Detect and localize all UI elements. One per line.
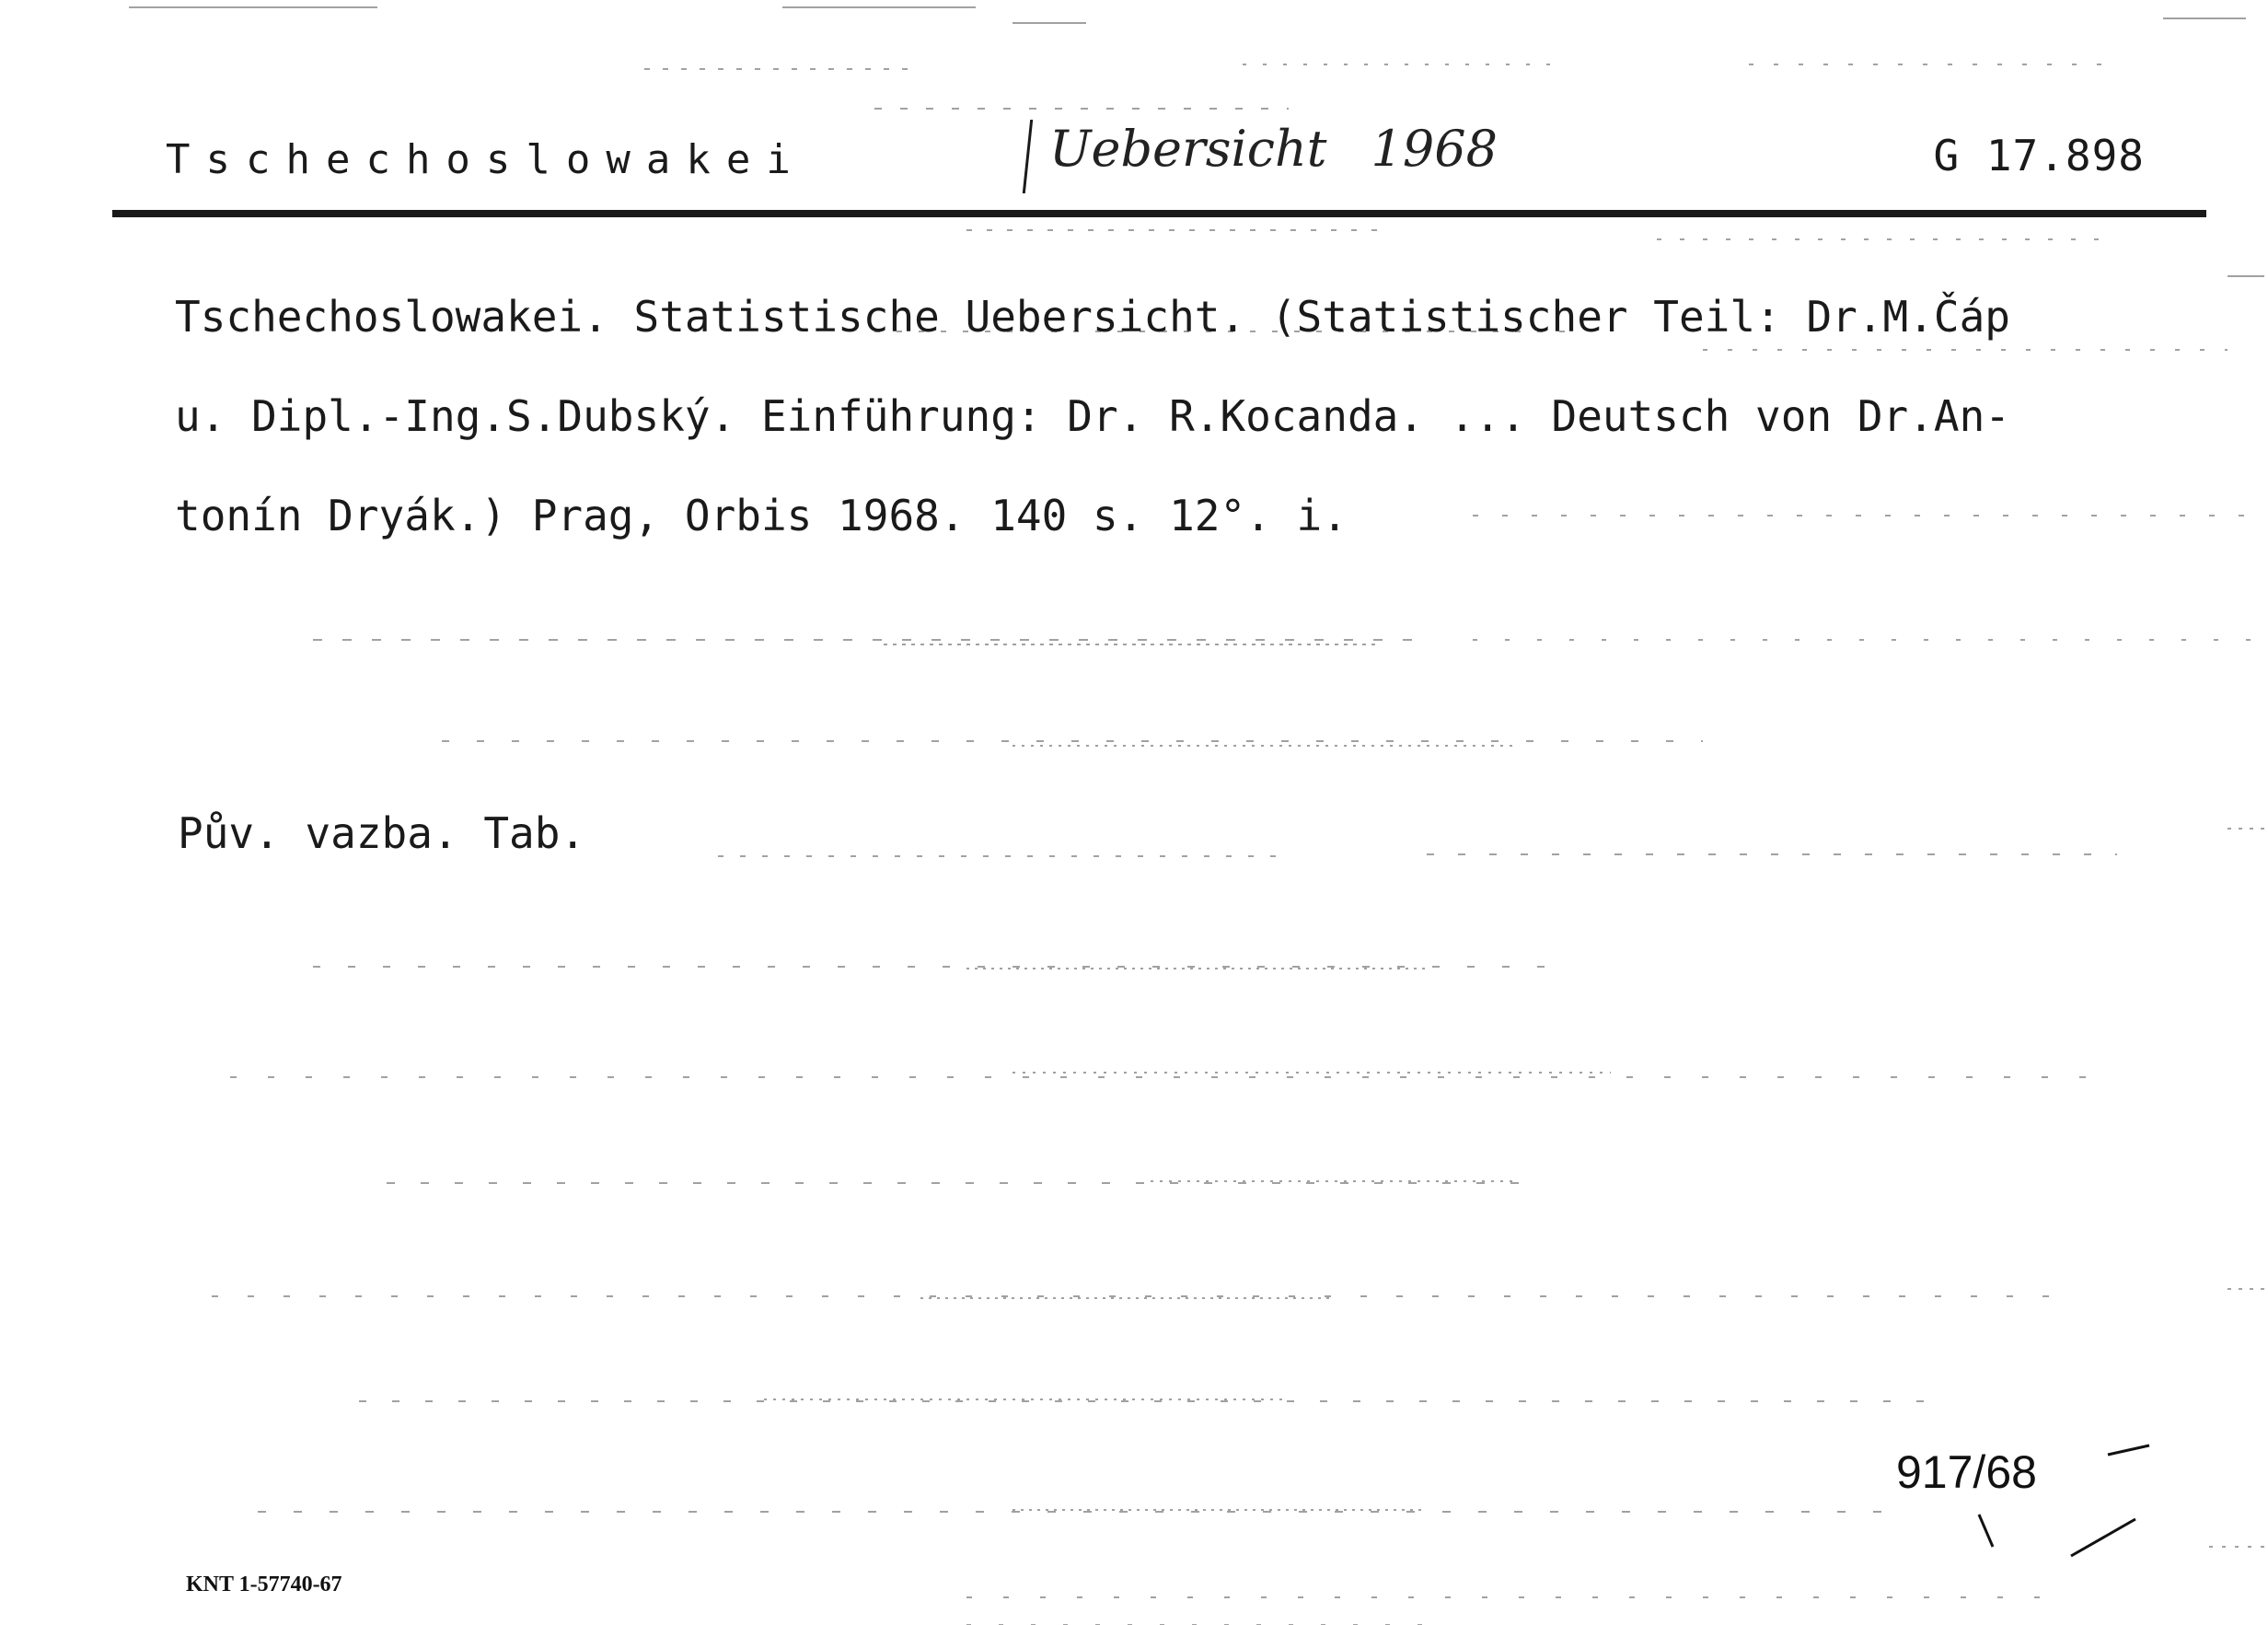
handwritten-year: 1968 bbox=[1371, 120, 1498, 178]
entry-line-3: tonín Dryák.) Prag, Orbis 1968. 140 s. 12°. i. bbox=[175, 491, 1348, 540]
handwritten-annotation bbox=[1049, 120, 1498, 178]
printer-mark: KNT 1-57740-67 bbox=[186, 1573, 342, 1596]
heading-bracket-mark bbox=[1023, 120, 1035, 193]
card-heading bbox=[166, 120, 2145, 203]
entry-line-1: Tschechoslowakei. Statistische Uebersicht. (Statistischer Teil: Dr.M.Čáp bbox=[175, 292, 2010, 342]
subject-heading: Tschechoslowakei bbox=[166, 136, 806, 183]
bibliographic-entry bbox=[175, 267, 2163, 565]
handwritten-title: Uebersicht bbox=[1049, 120, 1327, 178]
binding-note: Pův. vazba. Tab. bbox=[178, 808, 586, 858]
heading-rule bbox=[112, 210, 2206, 217]
shelf-signature: G 17.898 bbox=[1933, 131, 2145, 180]
entry-line-2: u. Dipl.-Ing.S.Dubský. Einführung: Dr. R.Kocanda. ... Deutsch von Dr.An- bbox=[175, 391, 2010, 441]
accession-number: 917/68 bbox=[1896, 1446, 2037, 1498]
